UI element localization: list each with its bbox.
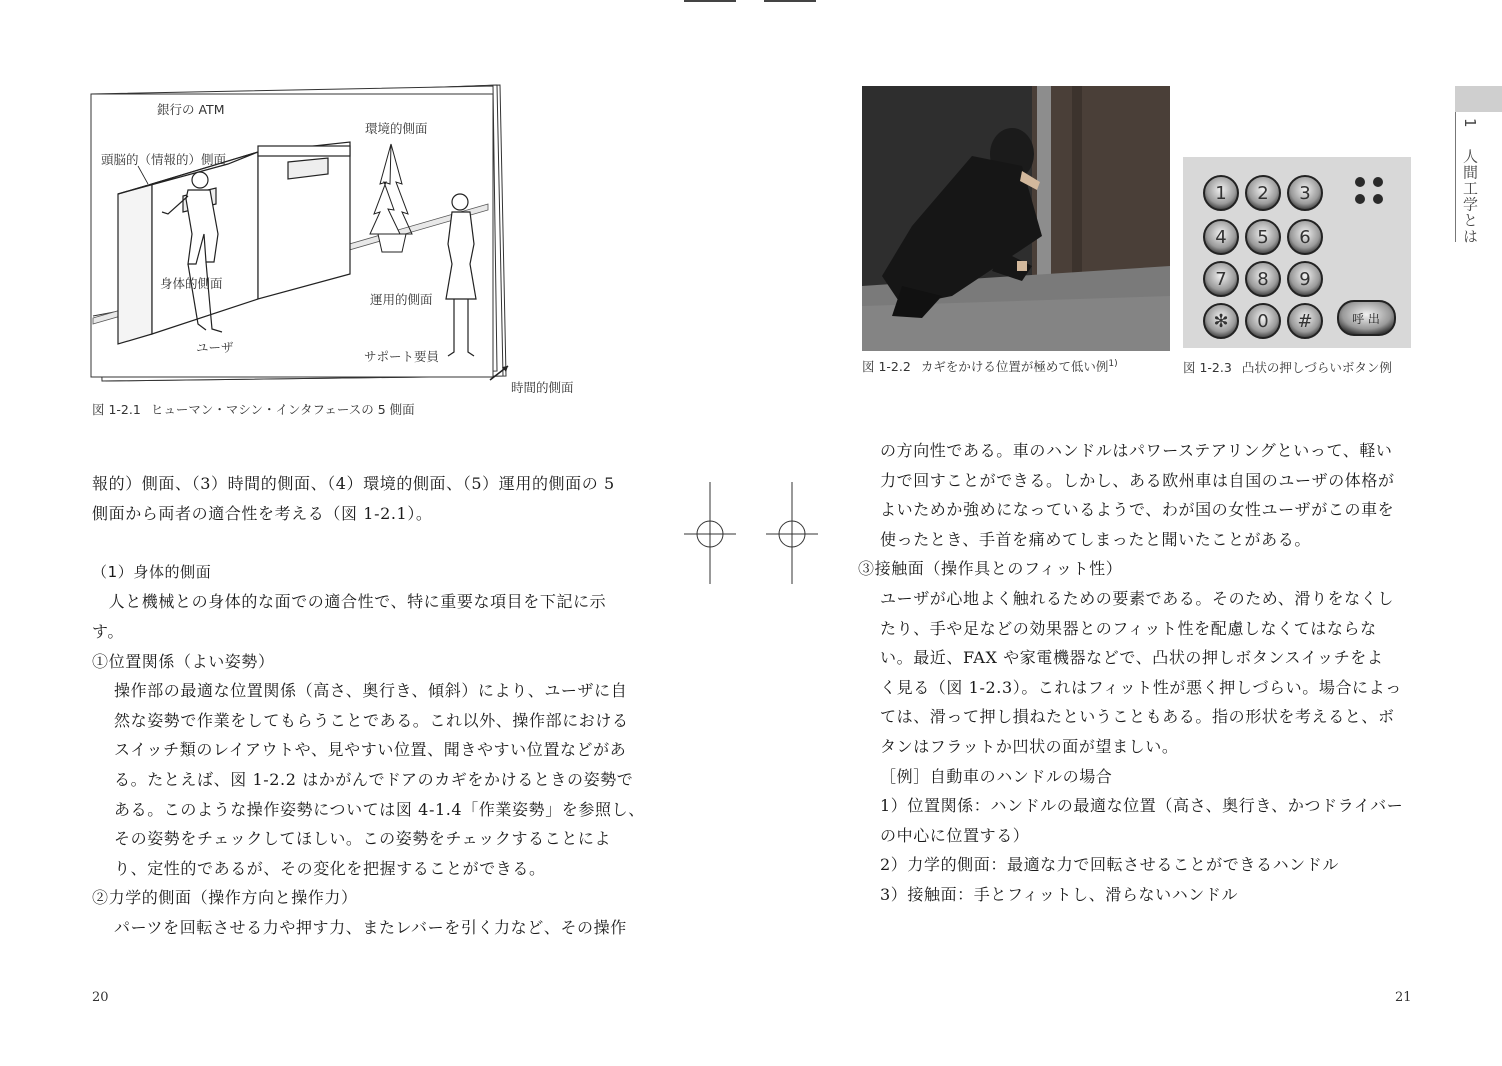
page-number-right: 21 xyxy=(1395,990,1412,1005)
page-number-left: 20 xyxy=(92,990,109,1005)
figure3-caption-number: 図 1-2.3 xyxy=(1183,360,1232,375)
keypad-key-label: 7 xyxy=(1215,269,1227,290)
keypad-key-label: ✻ xyxy=(1213,311,1229,332)
figure2-caption-text: カギをかける位置が極めて低い例 xyxy=(920,359,1109,374)
keypad-key-label: 2 xyxy=(1257,183,1269,204)
chapter-tab xyxy=(1455,86,1502,112)
text-line: 報的）側面、（3）時間的側面、（4）環境的側面、（5）運用的側面の 5 xyxy=(92,474,615,493)
top-mark-right xyxy=(764,0,816,2)
keypad-drawing xyxy=(1183,157,1411,348)
text-line: の中心に位置する） xyxy=(880,825,1030,845)
chapter-number: 1 xyxy=(1461,118,1479,129)
figure2-caption-footnote: 1) xyxy=(1108,358,1118,369)
keypad-key-label: 3 xyxy=(1299,183,1311,204)
text-line: 1）位置関係：ハンドルの最適な位置（高さ、奥行き、かつドライバー xyxy=(880,796,1404,816)
text-line: ある。このような操作姿勢については図 4-1.4「作業姿勢」を参照し、 xyxy=(114,799,645,819)
text-line: く見る（図 1-2.3）。これはフィット性が悪く押しづらい。場合によっ xyxy=(880,677,1402,697)
figure3-caption xyxy=(1183,358,1392,376)
text-line: 側面から両者の適合性を考える（図 1-2.1）。 xyxy=(92,503,433,523)
label-mental-aspect: 頭脳的（情報的）側面 xyxy=(101,152,227,167)
text-line: る。たとえば、図 1-2.2 はかがんでドアのカギをかけるときの姿勢で xyxy=(114,769,634,789)
keypad-key-label: 8 xyxy=(1257,269,1269,290)
label-user: ユーザ xyxy=(196,340,234,355)
keypad-key-label: 5 xyxy=(1257,227,1269,248)
text-line: 使ったとき、手首を痛めてしまったと聞いたことがある。 xyxy=(880,529,1311,549)
figure2-caption xyxy=(862,357,1118,375)
label-physical-aspect: 身体的側面 xyxy=(160,276,223,291)
crop-marks xyxy=(680,480,822,588)
chapter-tab-rule xyxy=(1455,112,1456,242)
text-line: たり、手や足などの効果器とのフィット性を配慮しなくてはならな xyxy=(880,618,1377,638)
keypad-key-label: 0 xyxy=(1257,311,1269,332)
text-line: スイッチ類のレイアウトや、見やすい位置、聞きやすい位置などがあ xyxy=(114,740,627,760)
text-line: ては、滑って押し損ねたということもある。指の形状を考えると、ボ xyxy=(880,707,1395,727)
text-line: 操作部の最適な位置関係（高さ、奥行き、傾斜）により、ユーザに自 xyxy=(114,681,628,701)
text-line: ユーザが心地よく触れるための要素である。そのため、滑りをなくし xyxy=(880,588,1394,608)
text-line: パーツを回転させる力や押す力、またレバーを引く力など、その操作 xyxy=(114,917,627,937)
text-line: 力で回すことができる。しかし、ある欧州車は自国のユーザの体格が xyxy=(880,470,1395,490)
label-atm: 銀行の ATM xyxy=(157,102,225,117)
figure1-caption-text: ヒューマン・マシン・インタフェースの 5 側面 xyxy=(150,402,415,417)
chapter-tab-label xyxy=(1460,118,1481,244)
call-button-label: 呼 出 xyxy=(1352,312,1380,326)
text-line: 然な姿勢で作業をしてもらうことである。これ以外、操作部における xyxy=(114,710,629,730)
text-line: り、定性的であるが、その変化を把握することができる。 xyxy=(114,858,546,878)
left-body-text xyxy=(92,469,644,943)
keypad-key-label: 6 xyxy=(1299,227,1311,248)
label-environment-aspect: 環境的側面 xyxy=(365,121,428,136)
text-line: タンはフラットか凹状の面が望ましい。 xyxy=(880,736,1179,756)
text-line: 2）力学的側面：最適な力で回転させることができるハンドル xyxy=(880,855,1339,875)
keypad-key-label: 1 xyxy=(1215,183,1227,204)
figure1-caption xyxy=(92,400,415,418)
text-line: す。 xyxy=(92,621,124,641)
atm-illustration xyxy=(88,84,588,394)
keypad-key-label: 9 xyxy=(1299,269,1311,290)
label-support-staff: サポート要員 xyxy=(364,349,440,364)
text-line: 3）接触面：手とフィットし、滑らないハンドル xyxy=(880,884,1239,904)
text-line: い。最近、FAX や家電機器などで、凸状の押しボタンスイッチをよ xyxy=(880,648,1384,668)
figure2-caption-number: 図 1-2.2 xyxy=(862,359,911,374)
figure3-caption-text: 凸状の押しづらいボタン例 xyxy=(1241,360,1392,375)
right-body-text xyxy=(858,436,1418,910)
text-line: ③接触面（操作具とのフィット性） xyxy=(858,559,1123,579)
text-line: その姿勢をチェックしてほしい。この姿勢をチェックすることによ xyxy=(114,829,612,849)
text-line: （1）身体的側面 xyxy=(92,562,212,581)
text-line: ①位置関係（よい姿勢） xyxy=(92,651,275,671)
text-line: ［例］自動車のハンドルの場合 xyxy=(880,766,1113,786)
keypad-key-label: # xyxy=(1297,311,1313,332)
keypad-photo xyxy=(1183,157,1411,348)
text-line xyxy=(92,528,644,558)
text-line: の方向性である。車のハンドルはパワーステアリングといって、軽い xyxy=(880,441,1393,460)
chapter-title: 人間工学とは xyxy=(1461,148,1479,245)
door-lock-photo xyxy=(862,86,1170,351)
text-line: 人と機械との身体的な面での適合性で、特に重要な項目を下記に示 xyxy=(92,592,607,612)
text-line: ②力学的側面（操作方向と操作力） xyxy=(92,888,358,908)
label-operational-aspect: 運用的側面 xyxy=(370,292,433,307)
label-temporal-aspect: 時間的側面 xyxy=(511,380,574,395)
keypad-key-label: 4 xyxy=(1215,227,1227,248)
figure1-caption-number: 図 1-2.1 xyxy=(92,402,141,417)
text-line: よいためか強めになっているようで、わが国の女性ユーザがこの車を xyxy=(880,500,1395,520)
